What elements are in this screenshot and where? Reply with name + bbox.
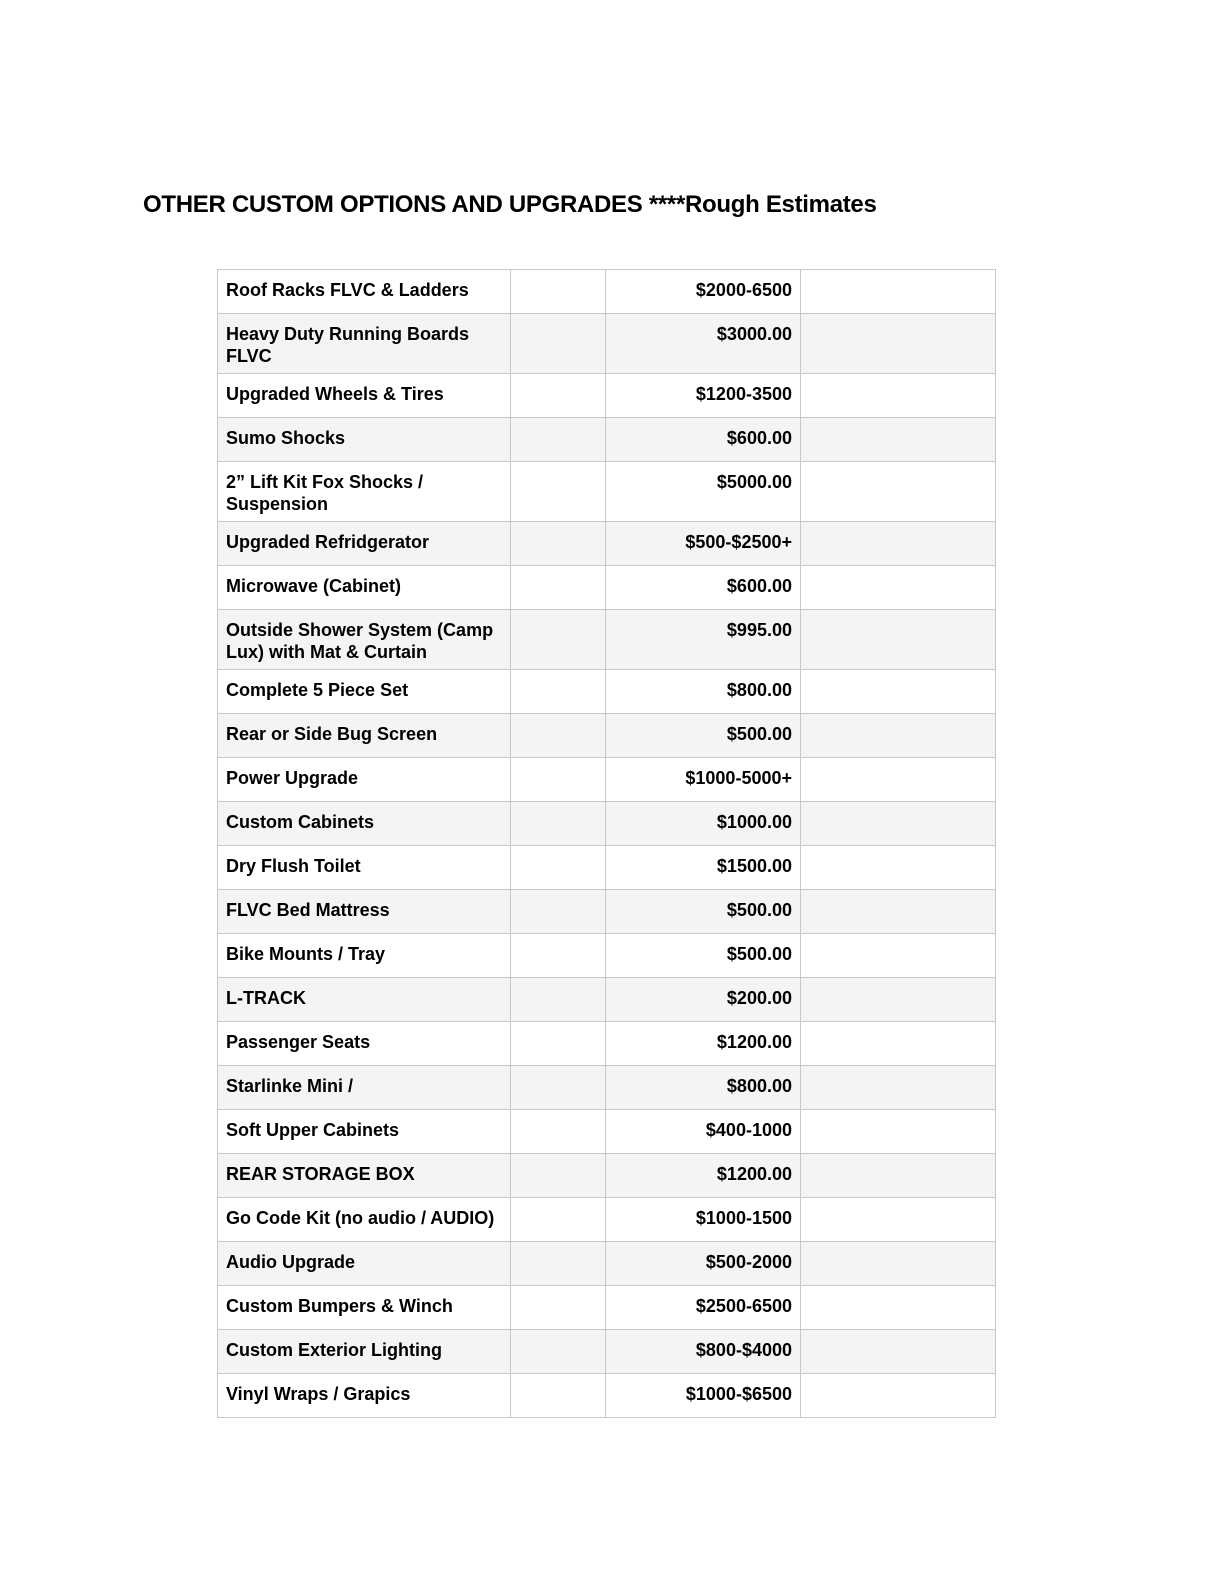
item-price: $500.00 — [606, 890, 801, 934]
blank-cell — [511, 1110, 606, 1154]
blank-cell — [511, 1286, 606, 1330]
item-name: L-TRACK — [218, 978, 511, 1022]
note-cell — [801, 802, 996, 846]
blank-cell — [511, 714, 606, 758]
note-cell — [801, 1022, 996, 1066]
item-name: Roof Racks FLVC & Ladders — [218, 270, 511, 314]
item-name: 2” Lift Kit Fox Shocks / Suspension — [218, 462, 511, 522]
blank-cell — [511, 418, 606, 462]
note-cell — [801, 1286, 996, 1330]
blank-cell — [511, 670, 606, 714]
item-price: $600.00 — [606, 418, 801, 462]
table-row — [218, 890, 996, 934]
item-price: $200.00 — [606, 978, 801, 1022]
item-name: Soft Upper Cabinets — [218, 1110, 511, 1154]
note-cell — [801, 270, 996, 314]
note-cell — [801, 890, 996, 934]
table-row — [218, 758, 996, 802]
note-cell — [801, 1066, 996, 1110]
item-name: Audio Upgrade — [218, 1242, 511, 1286]
item-name: Upgraded Wheels & Tires — [218, 374, 511, 418]
item-name: Outside Shower System (Camp Lux) with Mat & Curtain — [218, 610, 511, 670]
item-name: Microwave (Cabinet) — [218, 566, 511, 610]
item-price: $1000.00 — [606, 802, 801, 846]
item-name: Sumo Shocks — [218, 418, 511, 462]
note-cell — [801, 418, 996, 462]
blank-cell — [511, 978, 606, 1022]
item-name: Bike Mounts / Tray — [218, 934, 511, 978]
note-cell — [801, 462, 996, 522]
item-name: Custom Bumpers & Winch — [218, 1286, 511, 1330]
note-cell — [801, 522, 996, 566]
table-row — [218, 934, 996, 978]
table-row — [218, 1066, 996, 1110]
table-row — [218, 462, 996, 522]
table-row — [218, 566, 996, 610]
blank-cell — [511, 610, 606, 670]
item-price: $600.00 — [606, 566, 801, 610]
table-row — [218, 1022, 996, 1066]
item-price: $400-1000 — [606, 1110, 801, 1154]
item-name: Custom Exterior Lighting — [218, 1330, 511, 1374]
item-name: REAR STORAGE BOX — [218, 1154, 511, 1198]
table-row — [218, 670, 996, 714]
note-cell — [801, 934, 996, 978]
item-price: $1000-5000+ — [606, 758, 801, 802]
item-name: Custom Cabinets — [218, 802, 511, 846]
item-price: $500.00 — [606, 934, 801, 978]
note-cell — [801, 1154, 996, 1198]
item-price: $1000-1500 — [606, 1198, 801, 1242]
blank-cell — [511, 374, 606, 418]
item-name: Rear or Side Bug Screen — [218, 714, 511, 758]
item-name: Complete 5 Piece Set — [218, 670, 511, 714]
note-cell — [801, 670, 996, 714]
table-row — [218, 714, 996, 758]
note-cell — [801, 1330, 996, 1374]
price-table — [217, 269, 996, 1418]
table-row — [218, 1110, 996, 1154]
blank-cell — [511, 890, 606, 934]
item-price: $500-2000 — [606, 1242, 801, 1286]
blank-cell — [511, 314, 606, 374]
blank-cell — [511, 802, 606, 846]
table-row — [218, 1374, 996, 1418]
blank-cell — [511, 1022, 606, 1066]
item-price: $1000-$6500 — [606, 1374, 801, 1418]
note-cell — [801, 758, 996, 802]
item-price: $2500-6500 — [606, 1286, 801, 1330]
item-price: $1500.00 — [606, 846, 801, 890]
item-name: Go Code Kit (no audio / AUDIO) — [218, 1198, 511, 1242]
item-price: $800-$4000 — [606, 1330, 801, 1374]
item-name: Passenger Seats — [218, 1022, 511, 1066]
note-cell — [801, 1198, 996, 1242]
note-cell — [801, 1110, 996, 1154]
item-price: $1200.00 — [606, 1154, 801, 1198]
note-cell — [801, 714, 996, 758]
item-name: Heavy Duty Running Boards FLVC — [218, 314, 511, 374]
blank-cell — [511, 1198, 606, 1242]
table-row — [218, 314, 996, 374]
blank-cell — [511, 934, 606, 978]
blank-cell — [511, 566, 606, 610]
note-cell — [801, 846, 996, 890]
table-row — [218, 374, 996, 418]
note-cell — [801, 314, 996, 374]
item-name: Upgraded Refridgerator — [218, 522, 511, 566]
item-price: $995.00 — [606, 610, 801, 670]
table-row — [218, 1286, 996, 1330]
blank-cell — [511, 1330, 606, 1374]
note-cell — [801, 566, 996, 610]
table-row — [218, 846, 996, 890]
blank-cell — [511, 1066, 606, 1110]
item-name: Vinyl Wraps / Grapics — [218, 1374, 511, 1418]
blank-cell — [511, 846, 606, 890]
item-name: Dry Flush Toilet — [218, 846, 511, 890]
item-name: Starlinke Mini / — [218, 1066, 511, 1110]
blank-cell — [511, 270, 606, 314]
blank-cell — [511, 1154, 606, 1198]
item-price: $500.00 — [606, 714, 801, 758]
item-price: $800.00 — [606, 1066, 801, 1110]
table-row — [218, 610, 996, 670]
table-row — [218, 270, 996, 314]
table-row — [218, 522, 996, 566]
table-row — [218, 1242, 996, 1286]
item-name: Power Upgrade — [218, 758, 511, 802]
note-cell — [801, 978, 996, 1022]
item-price: $800.00 — [606, 670, 801, 714]
item-price: $500-$2500+ — [606, 522, 801, 566]
note-cell — [801, 610, 996, 670]
table-row — [218, 1198, 996, 1242]
item-name: FLVC Bed Mattress — [218, 890, 511, 934]
blank-cell — [511, 522, 606, 566]
blank-cell — [511, 758, 606, 802]
blank-cell — [511, 1374, 606, 1418]
table-row — [218, 802, 996, 846]
table-row — [218, 978, 996, 1022]
blank-cell — [511, 462, 606, 522]
table-row — [218, 1154, 996, 1198]
note-cell — [801, 1374, 996, 1418]
item-price: $5000.00 — [606, 462, 801, 522]
note-cell — [801, 1242, 996, 1286]
item-price: $2000-6500 — [606, 270, 801, 314]
item-price: $3000.00 — [606, 314, 801, 374]
blank-cell — [511, 1242, 606, 1286]
note-cell — [801, 374, 996, 418]
page-title: OTHER CUSTOM OPTIONS AND UPGRADES ****Rough Estimates — [143, 191, 877, 218]
table-row — [218, 1330, 996, 1374]
item-price: $1200-3500 — [606, 374, 801, 418]
item-price: $1200.00 — [606, 1022, 801, 1066]
table-row — [218, 418, 996, 462]
